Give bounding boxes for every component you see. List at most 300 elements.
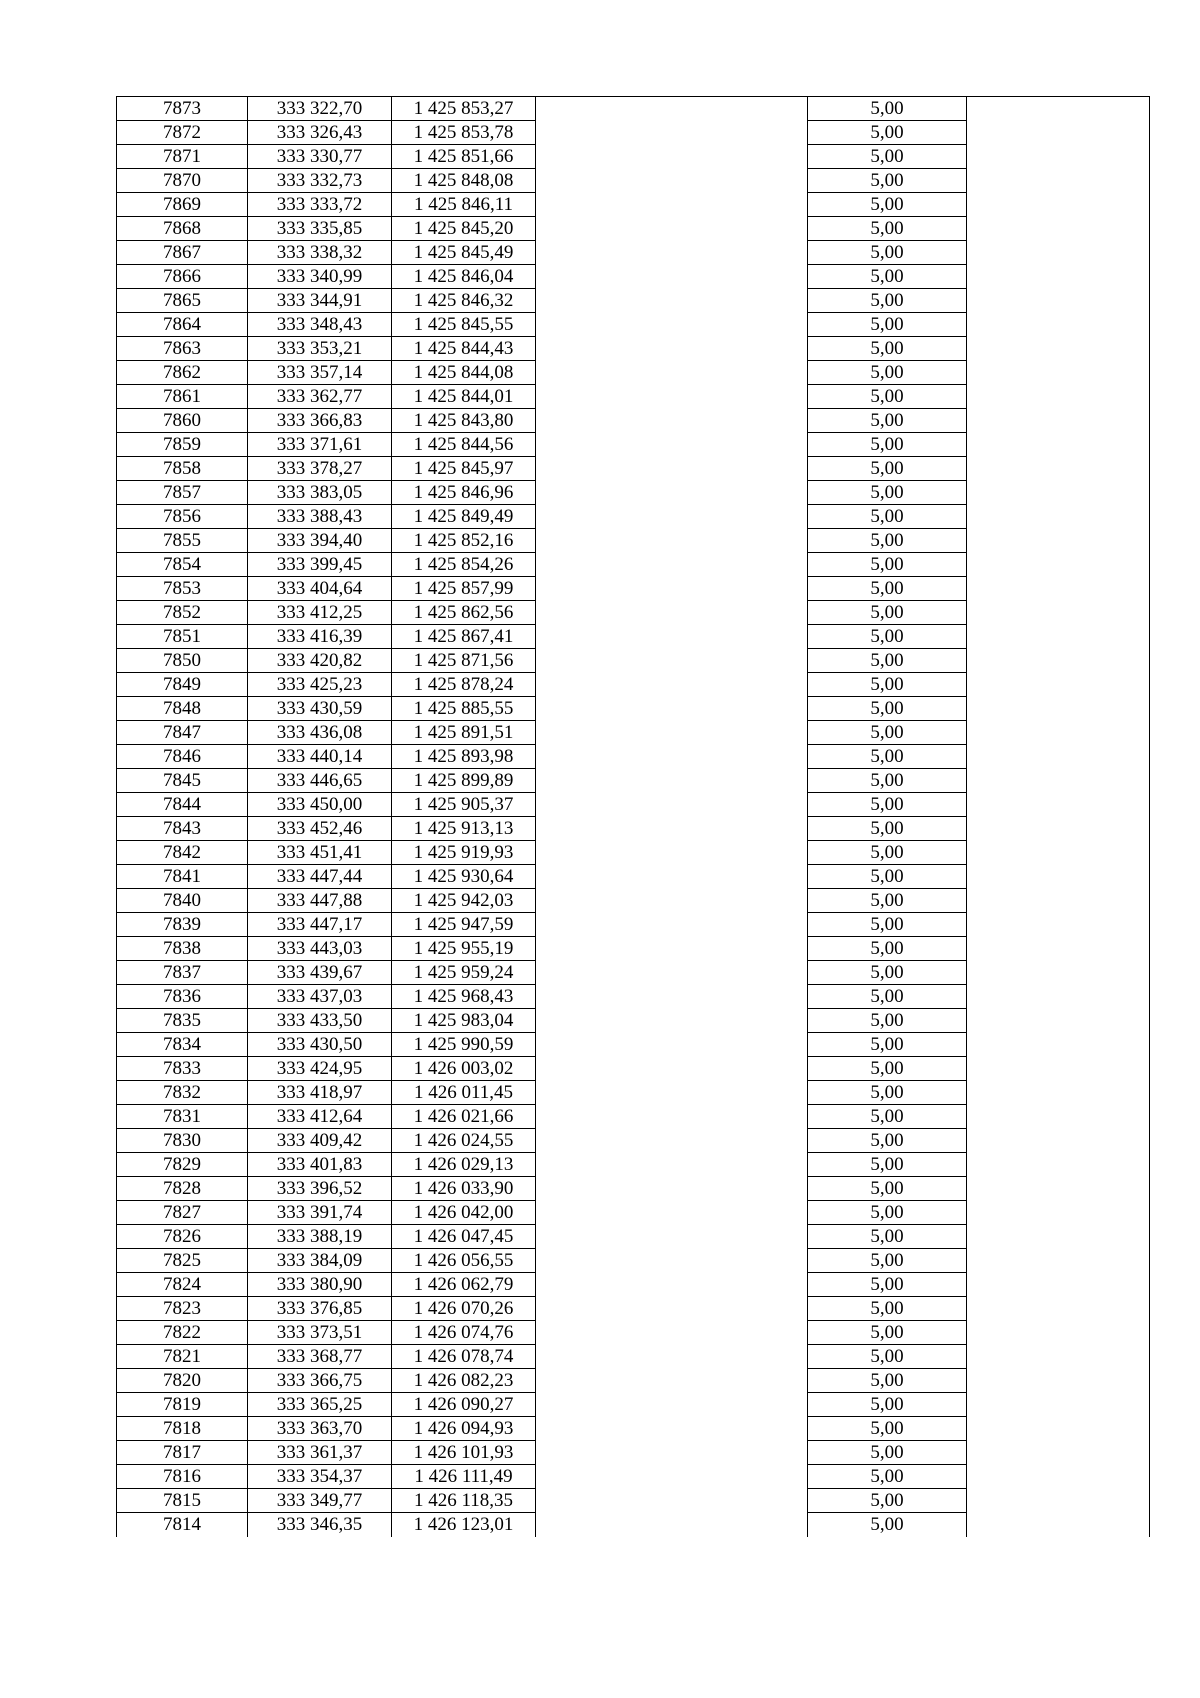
point-number-cell: 7836 [117, 985, 248, 1009]
x-coordinate-cell: 333 439,67 [248, 961, 392, 985]
note-cell [967, 1393, 1150, 1417]
y-coordinate-cell: 1 426 033,90 [392, 1177, 536, 1201]
x-coordinate-cell: 333 430,50 [248, 1033, 392, 1057]
y-coordinate-cell: 1 425 846,11 [392, 193, 536, 217]
accuracy-cell: 5,00 [808, 985, 967, 1009]
table-row [117, 1057, 1150, 1081]
empty-cell [536, 625, 808, 649]
empty-cell [536, 529, 808, 553]
table-row [117, 817, 1150, 841]
accuracy-cell: 5,00 [808, 1465, 967, 1489]
point-number-cell: 7868 [117, 217, 248, 241]
y-coordinate-cell: 1 425 846,32 [392, 289, 536, 313]
note-cell [967, 1321, 1150, 1345]
x-coordinate-cell: 333 332,73 [248, 169, 392, 193]
accuracy-cell: 5,00 [808, 577, 967, 601]
accuracy-cell: 5,00 [808, 1201, 967, 1225]
accuracy-cell: 5,00 [808, 841, 967, 865]
empty-cell [536, 793, 808, 817]
y-coordinate-cell: 1 425 849,49 [392, 505, 536, 529]
x-coordinate-cell: 333 330,77 [248, 145, 392, 169]
empty-cell [536, 169, 808, 193]
point-number-cell: 7823 [117, 1297, 248, 1321]
note-cell [967, 1465, 1150, 1489]
y-coordinate-cell: 1 425 844,08 [392, 361, 536, 385]
empty-cell [536, 1441, 808, 1465]
empty-cell [536, 1225, 808, 1249]
note-cell [967, 289, 1150, 313]
x-coordinate-cell: 333 357,14 [248, 361, 392, 385]
empty-cell [536, 1153, 808, 1177]
table-row [117, 97, 1150, 121]
note-cell [967, 1153, 1150, 1177]
x-coordinate-cell: 333 446,65 [248, 769, 392, 793]
empty-cell [536, 1009, 808, 1033]
table-row [117, 1129, 1150, 1153]
note-cell [967, 433, 1150, 457]
table-row [117, 649, 1150, 673]
note-cell [967, 745, 1150, 769]
note-cell [967, 217, 1150, 241]
y-coordinate-cell: 1 425 846,04 [392, 265, 536, 289]
table-row [117, 745, 1150, 769]
note-cell [967, 913, 1150, 937]
note-cell [967, 265, 1150, 289]
y-coordinate-cell: 1 426 090,27 [392, 1393, 536, 1417]
accuracy-cell: 5,00 [808, 745, 967, 769]
empty-cell [536, 1297, 808, 1321]
table-row [117, 625, 1150, 649]
table-row [117, 361, 1150, 385]
note-cell [967, 961, 1150, 985]
point-number-cell: 7856 [117, 505, 248, 529]
y-coordinate-cell: 1 425 891,51 [392, 721, 536, 745]
y-coordinate-cell: 1 425 955,19 [392, 937, 536, 961]
point-number-cell: 7850 [117, 649, 248, 673]
accuracy-cell: 5,00 [808, 1225, 967, 1249]
accuracy-cell: 5,00 [808, 457, 967, 481]
accuracy-cell: 5,00 [808, 1033, 967, 1057]
x-coordinate-cell: 333 420,82 [248, 649, 392, 673]
empty-cell [536, 217, 808, 241]
table-row [117, 1177, 1150, 1201]
y-coordinate-cell: 1 426 082,23 [392, 1369, 536, 1393]
table-row [117, 1249, 1150, 1273]
accuracy-cell: 5,00 [808, 937, 967, 961]
y-coordinate-cell: 1 425 851,66 [392, 145, 536, 169]
accuracy-cell: 5,00 [808, 1417, 967, 1441]
accuracy-cell: 5,00 [808, 1081, 967, 1105]
note-cell [967, 1201, 1150, 1225]
y-coordinate-cell: 1 425 899,89 [392, 769, 536, 793]
table-row [117, 217, 1150, 241]
table-row [117, 505, 1150, 529]
empty-cell [536, 409, 808, 433]
table-row [117, 457, 1150, 481]
x-coordinate-cell: 333 365,25 [248, 1393, 392, 1417]
empty-cell [536, 769, 808, 793]
accuracy-cell: 5,00 [808, 601, 967, 625]
accuracy-cell: 5,00 [808, 1105, 967, 1129]
accuracy-cell: 5,00 [808, 1513, 967, 1537]
x-coordinate-cell: 333 344,91 [248, 289, 392, 313]
y-coordinate-cell: 1 425 913,13 [392, 817, 536, 841]
accuracy-cell: 5,00 [808, 1009, 967, 1033]
accuracy-cell: 5,00 [808, 769, 967, 793]
y-coordinate-cell: 1 425 867,41 [392, 625, 536, 649]
point-number-cell: 7842 [117, 841, 248, 865]
accuracy-cell: 5,00 [808, 721, 967, 745]
note-cell [967, 121, 1150, 145]
table-row [117, 1153, 1150, 1177]
table-row [117, 169, 1150, 193]
accuracy-cell: 5,00 [808, 337, 967, 361]
point-number-cell: 7833 [117, 1057, 248, 1081]
x-coordinate-cell: 333 368,77 [248, 1345, 392, 1369]
table-row [117, 937, 1150, 961]
x-coordinate-cell: 333 366,83 [248, 409, 392, 433]
point-number-cell: 7817 [117, 1441, 248, 1465]
y-coordinate-cell: 1 425 844,43 [392, 337, 536, 361]
x-coordinate-cell: 333 384,09 [248, 1249, 392, 1273]
x-coordinate-cell: 333 409,42 [248, 1129, 392, 1153]
accuracy-cell: 5,00 [808, 625, 967, 649]
note-cell [967, 241, 1150, 265]
empty-cell [536, 1345, 808, 1369]
y-coordinate-cell: 1 425 857,99 [392, 577, 536, 601]
point-number-cell: 7826 [117, 1225, 248, 1249]
x-coordinate-cell: 333 322,70 [248, 97, 392, 121]
empty-cell [536, 841, 808, 865]
empty-cell [536, 1489, 808, 1513]
table-row [117, 409, 1150, 433]
accuracy-cell: 5,00 [808, 265, 967, 289]
point-number-cell: 7869 [117, 193, 248, 217]
point-number-cell: 7854 [117, 553, 248, 577]
empty-cell [536, 865, 808, 889]
note-cell [967, 817, 1150, 841]
empty-cell [536, 937, 808, 961]
accuracy-cell: 5,00 [808, 529, 967, 553]
table-row [117, 313, 1150, 337]
note-cell [967, 985, 1150, 1009]
empty-cell [536, 649, 808, 673]
x-coordinate-cell: 333 366,75 [248, 1369, 392, 1393]
point-number-cell: 7835 [117, 1009, 248, 1033]
note-cell [967, 697, 1150, 721]
note-cell [967, 673, 1150, 697]
accuracy-cell: 5,00 [808, 385, 967, 409]
empty-cell [536, 1369, 808, 1393]
accuracy-cell: 5,00 [808, 121, 967, 145]
accuracy-cell: 5,00 [808, 1153, 967, 1177]
y-coordinate-cell: 1 425 845,20 [392, 217, 536, 241]
x-coordinate-cell: 333 348,43 [248, 313, 392, 337]
x-coordinate-cell: 333 391,74 [248, 1201, 392, 1225]
table-row [117, 121, 1150, 145]
point-number-cell: 7830 [117, 1129, 248, 1153]
y-coordinate-cell: 1 425 878,24 [392, 673, 536, 697]
y-coordinate-cell: 1 425 885,55 [392, 697, 536, 721]
point-number-cell: 7820 [117, 1369, 248, 1393]
accuracy-cell: 5,00 [808, 97, 967, 121]
point-number-cell: 7861 [117, 385, 248, 409]
table-row [117, 793, 1150, 817]
x-coordinate-cell: 333 333,72 [248, 193, 392, 217]
empty-cell [536, 1513, 808, 1537]
x-coordinate-cell: 333 353,21 [248, 337, 392, 361]
y-coordinate-cell: 1 426 011,45 [392, 1081, 536, 1105]
note-cell [967, 1297, 1150, 1321]
x-coordinate-cell: 333 447,17 [248, 913, 392, 937]
x-coordinate-cell: 333 394,40 [248, 529, 392, 553]
point-number-cell: 7827 [117, 1201, 248, 1225]
y-coordinate-cell: 1 425 845,49 [392, 241, 536, 265]
point-number-cell: 7848 [117, 697, 248, 721]
point-number-cell: 7837 [117, 961, 248, 985]
accuracy-cell: 5,00 [808, 217, 967, 241]
point-number-cell: 7825 [117, 1249, 248, 1273]
empty-cell [536, 121, 808, 145]
y-coordinate-cell: 1 425 853,78 [392, 121, 536, 145]
y-coordinate-cell: 1 425 947,59 [392, 913, 536, 937]
coordinates-table [116, 96, 1150, 1537]
y-coordinate-cell: 1 425 871,56 [392, 649, 536, 673]
empty-cell [536, 337, 808, 361]
empty-cell [536, 1273, 808, 1297]
x-coordinate-cell: 333 346,35 [248, 1513, 392, 1537]
note-cell [967, 1249, 1150, 1273]
table-row [117, 1201, 1150, 1225]
table-row [117, 1297, 1150, 1321]
x-coordinate-cell: 333 452,46 [248, 817, 392, 841]
x-coordinate-cell: 333 425,23 [248, 673, 392, 697]
table-row [117, 841, 1150, 865]
note-cell [967, 1081, 1150, 1105]
y-coordinate-cell: 1 425 905,37 [392, 793, 536, 817]
y-coordinate-cell: 1 426 042,00 [392, 1201, 536, 1225]
y-coordinate-cell: 1 425 843,80 [392, 409, 536, 433]
accuracy-cell: 5,00 [808, 193, 967, 217]
table-row [117, 289, 1150, 313]
accuracy-cell: 5,00 [808, 169, 967, 193]
table-row [117, 1033, 1150, 1057]
table-row [117, 601, 1150, 625]
table-row [117, 721, 1150, 745]
point-number-cell: 7843 [117, 817, 248, 841]
accuracy-cell: 5,00 [808, 361, 967, 385]
accuracy-cell: 5,00 [808, 1177, 967, 1201]
point-number-cell: 7872 [117, 121, 248, 145]
x-coordinate-cell: 333 354,37 [248, 1465, 392, 1489]
note-cell [967, 1441, 1150, 1465]
empty-cell [536, 265, 808, 289]
table-row [117, 1441, 1150, 1465]
accuracy-cell: 5,00 [808, 1369, 967, 1393]
empty-cell [536, 721, 808, 745]
point-number-cell: 7858 [117, 457, 248, 481]
y-coordinate-cell: 1 425 844,56 [392, 433, 536, 457]
table-row [117, 1465, 1150, 1489]
note-cell [967, 1513, 1150, 1537]
x-coordinate-cell: 333 436,08 [248, 721, 392, 745]
note-cell [967, 1057, 1150, 1081]
point-number-cell: 7824 [117, 1273, 248, 1297]
empty-cell [536, 1105, 808, 1129]
note-cell [967, 409, 1150, 433]
table-row [117, 889, 1150, 913]
empty-cell [536, 673, 808, 697]
note-cell [967, 1177, 1150, 1201]
table-row [117, 1225, 1150, 1249]
point-number-cell: 7847 [117, 721, 248, 745]
table-row [117, 697, 1150, 721]
empty-cell [536, 1249, 808, 1273]
empty-cell [536, 1081, 808, 1105]
table-row [117, 1321, 1150, 1345]
empty-cell [536, 505, 808, 529]
point-number-cell: 7851 [117, 625, 248, 649]
table-row [117, 1081, 1150, 1105]
point-number-cell: 7821 [117, 1345, 248, 1369]
x-coordinate-cell: 333 363,70 [248, 1417, 392, 1441]
table-row [117, 961, 1150, 985]
note-cell [967, 1033, 1150, 1057]
x-coordinate-cell: 333 424,95 [248, 1057, 392, 1081]
table-row [117, 265, 1150, 289]
empty-cell [536, 145, 808, 169]
empty-cell [536, 553, 808, 577]
empty-cell [536, 1057, 808, 1081]
note-cell [967, 553, 1150, 577]
point-number-cell: 7873 [117, 97, 248, 121]
accuracy-cell: 5,00 [808, 913, 967, 937]
x-coordinate-cell: 333 412,64 [248, 1105, 392, 1129]
y-coordinate-cell: 1 426 047,45 [392, 1225, 536, 1249]
x-coordinate-cell: 333 335,85 [248, 217, 392, 241]
point-number-cell: 7870 [117, 169, 248, 193]
note-cell [967, 1345, 1150, 1369]
point-number-cell: 7860 [117, 409, 248, 433]
empty-cell [536, 601, 808, 625]
point-number-cell: 7844 [117, 793, 248, 817]
empty-cell [536, 577, 808, 601]
empty-cell [536, 817, 808, 841]
y-coordinate-cell: 1 426 056,55 [392, 1249, 536, 1273]
point-number-cell: 7814 [117, 1513, 248, 1537]
empty-cell [536, 481, 808, 505]
y-coordinate-cell: 1 425 854,26 [392, 553, 536, 577]
x-coordinate-cell: 333 380,90 [248, 1273, 392, 1297]
note-cell [967, 1417, 1150, 1441]
y-coordinate-cell: 1 425 968,43 [392, 985, 536, 1009]
empty-cell [536, 697, 808, 721]
y-coordinate-cell: 1 426 094,93 [392, 1417, 536, 1441]
note-cell [967, 529, 1150, 553]
y-coordinate-cell: 1 426 101,93 [392, 1441, 536, 1465]
y-coordinate-cell: 1 425 919,93 [392, 841, 536, 865]
point-number-cell: 7867 [117, 241, 248, 265]
accuracy-cell: 5,00 [808, 961, 967, 985]
accuracy-cell: 5,00 [808, 433, 967, 457]
x-coordinate-cell: 333 376,85 [248, 1297, 392, 1321]
point-number-cell: 7822 [117, 1321, 248, 1345]
accuracy-cell: 5,00 [808, 889, 967, 913]
note-cell [967, 793, 1150, 817]
table-row [117, 1105, 1150, 1129]
accuracy-cell: 5,00 [808, 865, 967, 889]
note-cell [967, 385, 1150, 409]
x-coordinate-cell: 333 340,99 [248, 265, 392, 289]
table-row [117, 481, 1150, 505]
x-coordinate-cell: 333 433,50 [248, 1009, 392, 1033]
empty-cell [536, 241, 808, 265]
point-number-cell: 7816 [117, 1465, 248, 1489]
point-number-cell: 7840 [117, 889, 248, 913]
accuracy-cell: 5,00 [808, 1393, 967, 1417]
y-coordinate-cell: 1 425 844,01 [392, 385, 536, 409]
empty-cell [536, 913, 808, 937]
y-coordinate-cell: 1 425 893,98 [392, 745, 536, 769]
note-cell [967, 505, 1150, 529]
point-number-cell: 7846 [117, 745, 248, 769]
table-row [117, 1513, 1150, 1537]
table-row [117, 1009, 1150, 1033]
x-coordinate-cell: 333 396,52 [248, 1177, 392, 1201]
note-cell [967, 1105, 1150, 1129]
y-coordinate-cell: 1 425 848,08 [392, 169, 536, 193]
table-row [117, 1417, 1150, 1441]
note-cell [967, 457, 1150, 481]
accuracy-cell: 5,00 [808, 649, 967, 673]
point-number-cell: 7853 [117, 577, 248, 601]
point-number-cell: 7866 [117, 265, 248, 289]
y-coordinate-cell: 1 425 853,27 [392, 97, 536, 121]
x-coordinate-cell: 333 371,61 [248, 433, 392, 457]
note-cell [967, 841, 1150, 865]
empty-cell [536, 961, 808, 985]
point-number-cell: 7838 [117, 937, 248, 961]
point-number-cell: 7828 [117, 1177, 248, 1201]
accuracy-cell: 5,00 [808, 289, 967, 313]
x-coordinate-cell: 333 338,32 [248, 241, 392, 265]
x-coordinate-cell: 333 361,37 [248, 1441, 392, 1465]
note-cell [967, 889, 1150, 913]
empty-cell [536, 433, 808, 457]
y-coordinate-cell: 1 426 003,02 [392, 1057, 536, 1081]
note-cell [967, 769, 1150, 793]
accuracy-cell: 5,00 [808, 1273, 967, 1297]
table-row [117, 985, 1150, 1009]
y-coordinate-cell: 1 426 029,13 [392, 1153, 536, 1177]
accuracy-cell: 5,00 [808, 817, 967, 841]
table-row [117, 1489, 1150, 1513]
x-coordinate-cell: 333 401,83 [248, 1153, 392, 1177]
empty-cell [536, 457, 808, 481]
x-coordinate-cell: 333 440,14 [248, 745, 392, 769]
empty-cell [536, 1417, 808, 1441]
x-coordinate-cell: 333 451,41 [248, 841, 392, 865]
empty-cell [536, 745, 808, 769]
accuracy-cell: 5,00 [808, 313, 967, 337]
y-coordinate-cell: 1 426 111,49 [392, 1465, 536, 1489]
empty-cell [536, 1465, 808, 1489]
note-cell [967, 865, 1150, 889]
table-row [117, 553, 1150, 577]
accuracy-cell: 5,00 [808, 1441, 967, 1465]
y-coordinate-cell: 1 425 845,55 [392, 313, 536, 337]
note-cell [967, 937, 1150, 961]
